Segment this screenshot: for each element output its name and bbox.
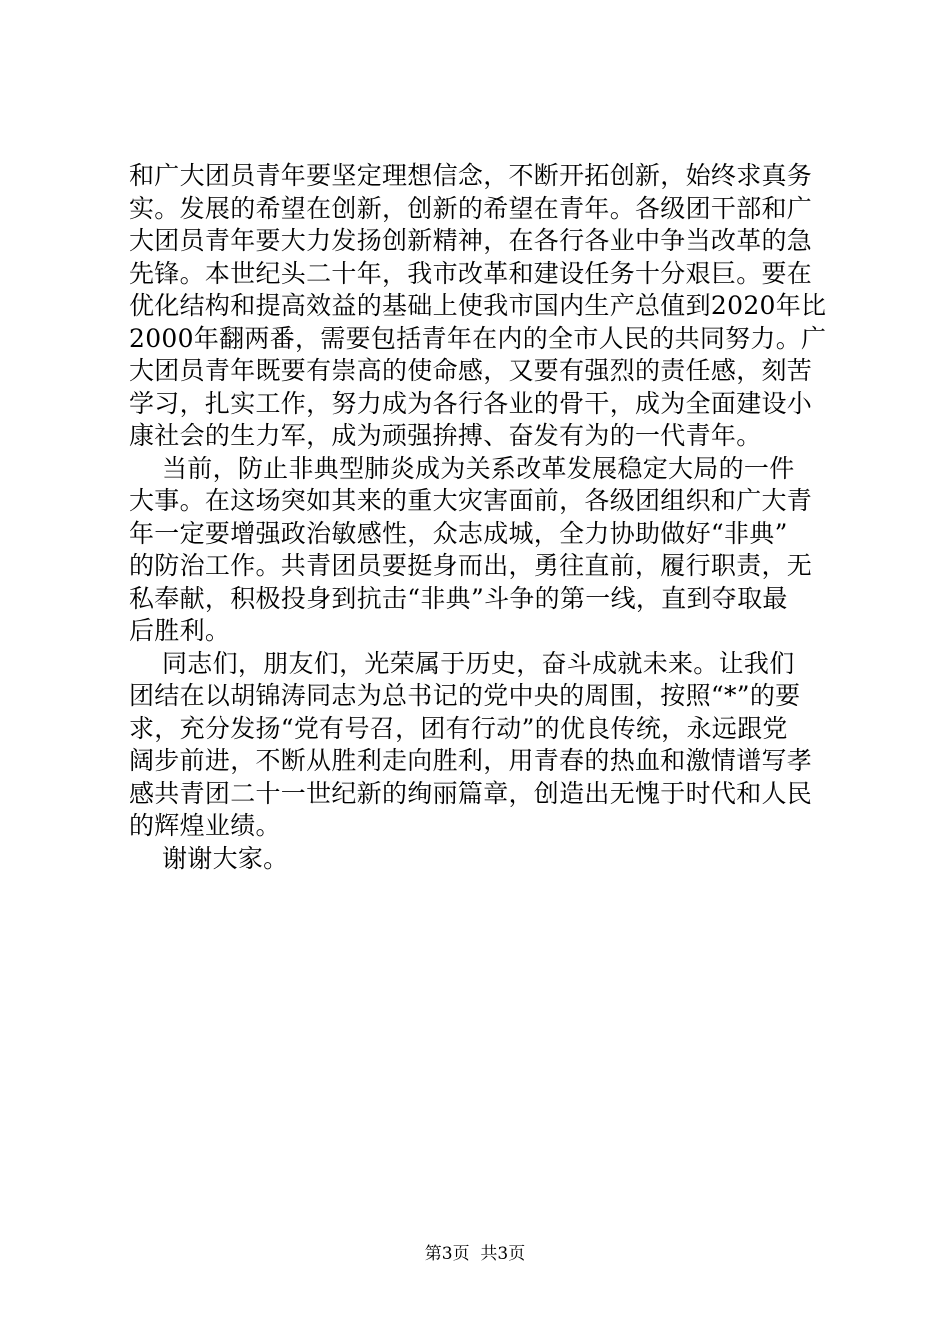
text-line: 私奉献，积极投身到抗击“非典”斗争的第一线，直到夺取最 <box>129 583 788 613</box>
text-line: 的防治工作。共青团员要挺身而出，勇往直前，履行职责，无 <box>129 551 813 580</box>
text-line: 的辉煌业绩。 <box>129 811 281 840</box>
page-number-label: 第3页 共3页 <box>424 1244 526 1264</box>
text-line: 和广大团员青年要坚定理想信念，不断开拓创新，始终求真务 <box>129 161 813 190</box>
text-line: 优化结构和提高效益的基础上使我市国内生产总值到2020年比 <box>129 291 827 320</box>
text-line: 谢谢大家。 <box>129 843 289 873</box>
text-line: 康社会的生力军，成为顽强拚搏、奋发有为的一代青年。 <box>129 421 762 450</box>
text-line: 后胜利。 <box>129 616 231 645</box>
text-line: 阔步前进，不断从胜利走向胜利，用青春的热血和激情谱写孝 <box>129 746 813 775</box>
paragraph <box>129 453 829 648</box>
text-line: 年一定要增强政治敏感性，众志成城，全力协助做好“非典” <box>129 518 788 548</box>
text-line: 求，充分发扬“党有号召，团有行动”的优良传统，永远跟党 <box>129 713 788 743</box>
text-line: 2000年翻两番，需要包括青年在内的全市人民的共同努力。广 <box>129 323 827 353</box>
paragraph <box>129 160 829 453</box>
text-line: 实。发展的希望在创新，创新的希望在青年。各级团干部和广 <box>129 193 813 223</box>
document-body <box>129 160 829 875</box>
paragraph <box>129 843 829 876</box>
text-line: 大团员青年要大力发扬创新精神，在各行各业中争当改革的急 <box>129 226 813 255</box>
text-line: 学习，扎实工作，努力成为各行各业的骨干，成为全面建设小 <box>129 388 813 418</box>
text-line: 团结在以胡锦涛同志为总书记的党中央的周围，按照“*”的要 <box>129 681 801 710</box>
text-line: 当前，防止非典型肺炎成为关系改革发展稳定大局的一件 <box>129 453 795 483</box>
text-line: 先锋。本世纪头二十年，我市改革和建设任务十分艰巨。要在 <box>129 258 813 288</box>
paragraph <box>129 648 829 843</box>
text-line: 感共青团二十一世纪新的绚丽篇章，创造出无愧于时代和人民 <box>129 778 813 808</box>
text-line: 大团员青年既要有崇高的使命感，又要有强烈的责任感，刻苦 <box>129 356 813 385</box>
text-line: 同志们，朋友们，光荣属于历史，奋斗成就未来。让我们 <box>129 648 795 678</box>
text-line: 大事。在这场突如其来的重大灾害面前，各级团组织和广大青 <box>129 486 813 515</box>
page-footer <box>0 1242 950 1266</box>
